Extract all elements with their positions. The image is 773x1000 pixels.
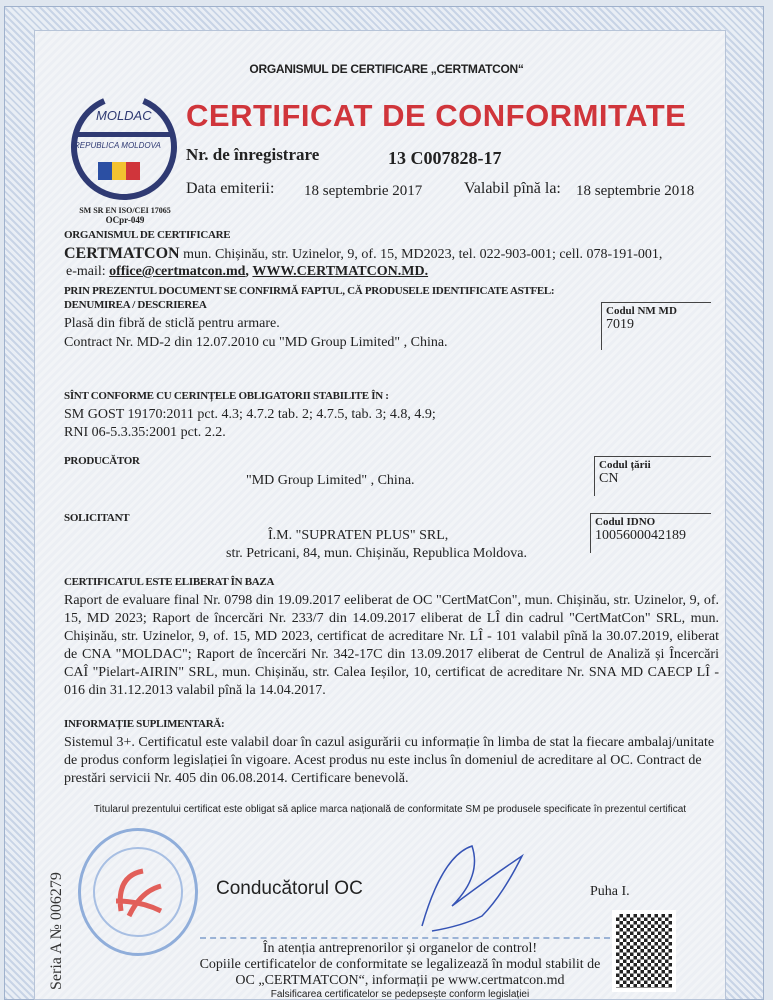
moldac-logo xyxy=(68,92,180,202)
basis-text: Raport de evaluare final Nr. 0798 din 19.09.2017 eeliberat de OC "CertMatCon", mun. Chișinău, str. Uzinelor, 9, of. 15, MD 2023; Raport de încercări Nr. 233/7 din 14.09.2017 eliberat de LÎ din cadrul "CertMatCon" SRL, mun. Chișinău, str. Uzinelor, 9, of. 15, MD 2023, certificat de acreditare Nr. LÎ - 101 valabil pînă la 30.07.2019, eliberat de CNA "MOLDAC"; Raport de încercări Nr. 342-17C din 13.09.2017 eliberat de Centrul de Analiză și Încercări CAÎ "Pielart-AIRIN" SRL, mun. Chișinău, str. Calea Ieșilor, 10, certificat de acreditare Nr. SNA MD CAECP LÎ - 016 din 31.12.2013 valabil pînă la 14.04.2017. xyxy=(64,593,719,698)
organism-header: ORGANISMUL DE CERTIFICARE „CERTMATCON“ xyxy=(249,62,524,76)
nm-code-box: Codul NM MD 7019 xyxy=(601,302,711,350)
signer-role: Conducătorul OC xyxy=(216,878,363,899)
website-link[interactable]: WWW.CERTMATCON.MD. xyxy=(252,264,429,279)
conform-heading: SÎNT CONFORME CU CERINȚELE OBLIGATORII STABILITE ÎN : xyxy=(64,390,389,402)
product-heading: DENUMIREA / DESCRIEREA xyxy=(64,299,207,311)
footer-notice: În atenția antreprenorilor și organelor de control! Copiile certificatelor de conformitate se legalizează în modul stabilit de OC „CERTMATCON“, informații pe www.certmatcon.md Falsificarea certificatelor se pedepsește conform legislației xyxy=(199,941,601,1000)
conform-line2: RNI 06-5.3.35:2001 pct. 2.2. xyxy=(64,425,226,440)
conform-line1: SM GOST 19170:2011 pct. 4.3; 4.7.2 tab. 2; 4.7.5, tab. 3; 4.8, 4.9; xyxy=(64,407,436,422)
extra-text: Sistemul 3+. Certificatul este valabil doar în cazul asigurării cu informație în limba de stat la fiecare ambalaj/unitate de produs conform legislației în vigoare. Acest produs nu este inclus în domeniul de acreditare al OC. Contract de prestări servicii Nr. 405 din 06.08.2014. Certificare benevolă. xyxy=(64,735,715,786)
certificate-title: CERTIFICAT DE CONFORMITATE xyxy=(186,98,687,133)
email-link[interactable]: office@certmatcon.md xyxy=(109,264,246,279)
valid-date: 18 septembrie 2018 xyxy=(576,183,695,199)
country-code-box: Codul țării CN xyxy=(594,456,711,496)
serial-number: Seria A № 006279 xyxy=(48,872,65,990)
issue-label: Data emiterii: xyxy=(186,180,275,197)
applicant-heading: SOLICITANT xyxy=(64,512,130,524)
org-contacts: e-mail: office@certmatcon.md, WWW.CERTMATCON.MD. xyxy=(66,264,429,279)
sm-mark-notice: Titularul prezentului certificat este obligat să aplice marca națională de conformitate SM pe produsele specificate în prezentul certificat xyxy=(93,804,687,815)
signature xyxy=(412,836,532,941)
org-heading: ORGANISMUL DE CERTIFICARE xyxy=(64,229,231,241)
reg-number: 13 C007828-17 xyxy=(388,148,502,168)
valid-label: Valabil pînă la: xyxy=(464,180,561,197)
producer-heading: PRODUCĂTOR xyxy=(64,455,140,467)
org-details: CERTMATCON mun. Chișinău, str. Uzinelor, 9, of. 15, MD2023, tel. 022-903-001; cell. 078-191-001, xyxy=(64,245,663,262)
applicant-name: Î.M. "SUPRATEN PLUS" SRL, xyxy=(268,528,449,543)
dashed-divider xyxy=(200,937,610,939)
idno-box: Codul IDNO 1005600042189 xyxy=(590,513,711,553)
extra-heading: INFORMAȚIE SUPLIMENTARĂ: xyxy=(64,718,225,730)
product-line2: Contract Nr. MD-2 din 12.07.2010 cu "MD Group Limited" , China. xyxy=(64,335,448,350)
logo-standard: SM SR EN ISO/CEI 17065 OCpr-049 xyxy=(79,206,171,225)
official-stamp xyxy=(78,828,198,956)
qr-code[interactable] xyxy=(612,910,676,992)
logo-country: REPUBLICA MOLDOVA xyxy=(74,141,161,150)
producer-name: "MD Group Limited" , China. xyxy=(246,473,415,488)
applicant-address: str. Petricani, 84, mun. Chișinău, Republica Moldova. xyxy=(226,546,527,561)
basis-heading: CERTIFICATUL ESTE ELIBERAT ÎN BAZA xyxy=(64,576,275,588)
reg-label: Nr. de înregistrare xyxy=(186,145,320,164)
product-line1: Plasă din fibră de sticlă pentru armare. xyxy=(64,316,280,331)
signer-name: Puha I. xyxy=(590,884,630,899)
logo-name: MOLDAC xyxy=(96,108,152,123)
issue-date: 18 septembrie 2017 xyxy=(304,183,423,199)
product-intro: PRIN PREZENTUL DOCUMENT SE CONFIRMĂ FAPTUL, CĂ PRODUSELE IDENTIFICATE ASTFEL: xyxy=(64,285,555,297)
